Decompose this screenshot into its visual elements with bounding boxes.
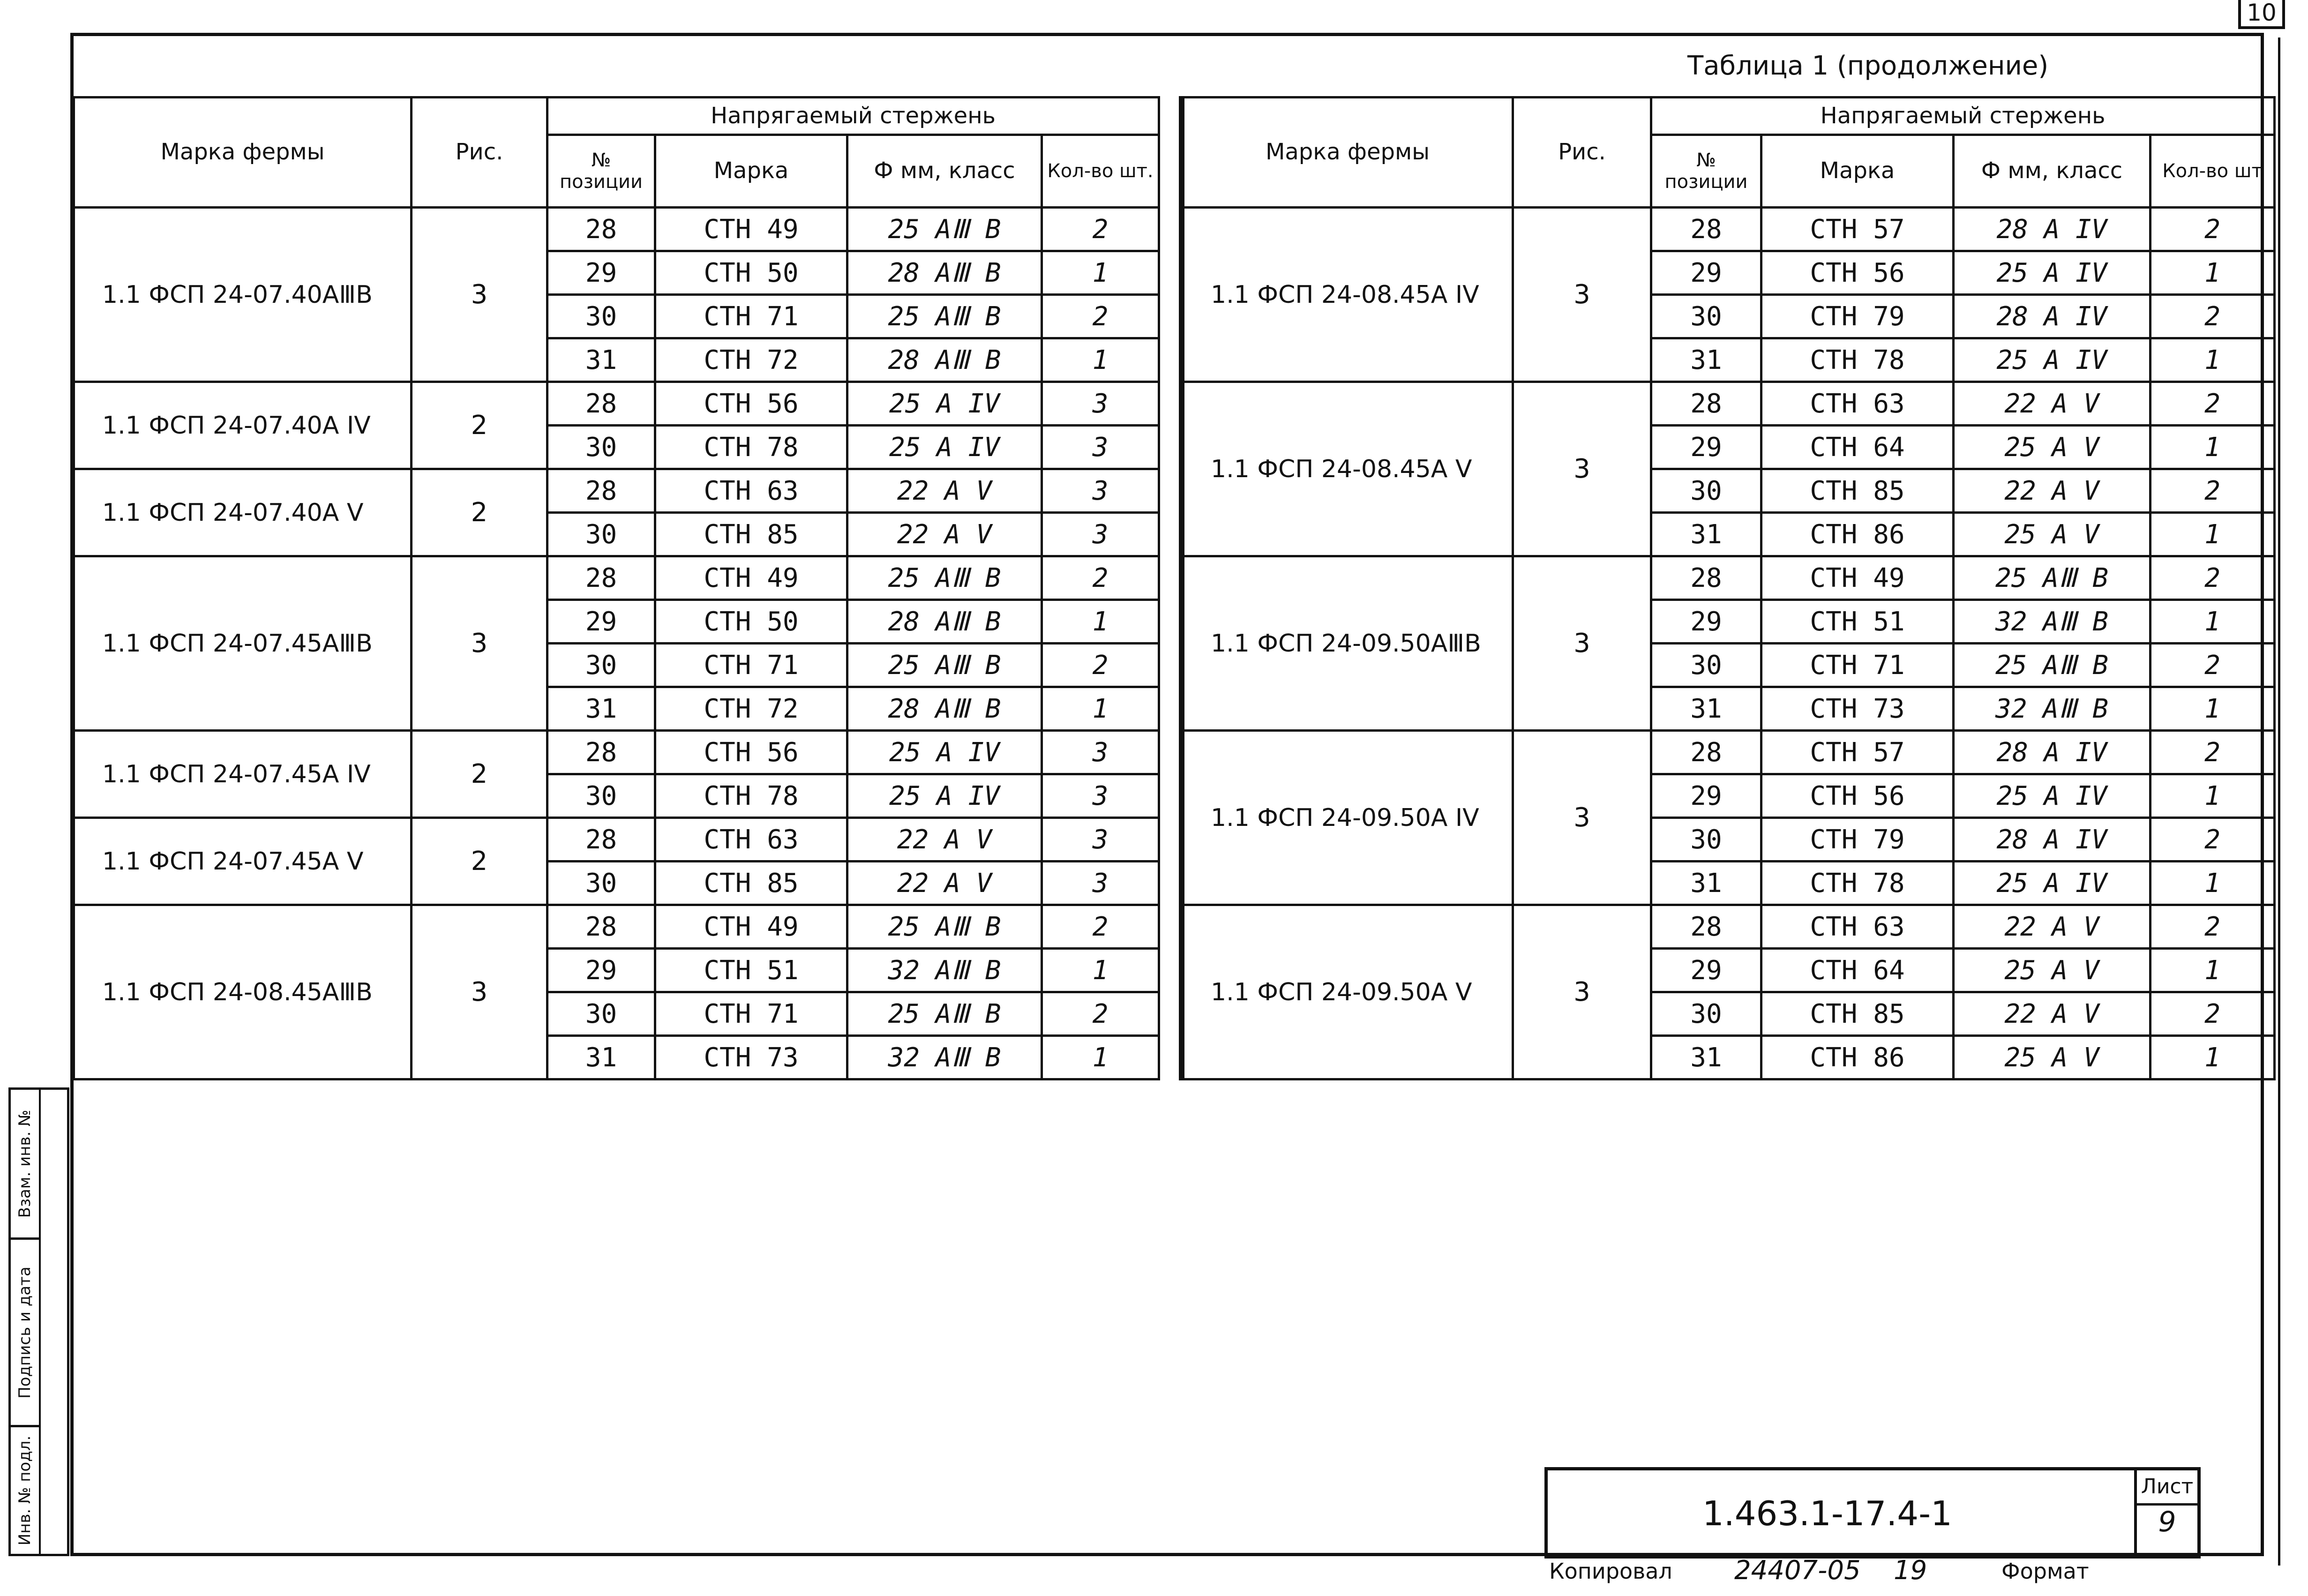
- table-row: [74, 905, 1159, 949]
- figure-cell: 3: [1513, 382, 1651, 556]
- side-label-replaced: Взам. инв. №: [15, 1109, 34, 1218]
- header-dia: Ф мм, класс: [1954, 135, 2151, 208]
- position-cell: 28: [1651, 731, 1761, 774]
- diameter-class-cell: 28 А IV: [1954, 295, 2151, 338]
- bar-mark-cell: СТН 72: [655, 687, 847, 731]
- diameter-class-cell: 22 А V: [1954, 469, 2151, 513]
- truss-mark-cell: 1.1 ФСП 24-07.40А V: [74, 469, 412, 556]
- bar-mark-cell: СТН 57: [1761, 731, 1954, 774]
- table-row: [1183, 208, 2275, 251]
- diameter-class-cell: 25 А V: [1954, 426, 2151, 469]
- header-mark: Марка фермы: [74, 97, 412, 208]
- bar-mark-cell: СТН 71: [1761, 644, 1954, 687]
- position-cell: 31: [1651, 687, 1761, 731]
- header-bar: Марка: [655, 135, 847, 208]
- bar-mark-cell: СТН 49: [655, 556, 847, 600]
- truss-mark-cell: 1.1 ФСП 24-09.50АⅢВ: [1183, 556, 1513, 731]
- diameter-class-cell: 32 АⅢ В: [847, 949, 1042, 992]
- bar-mark-cell: СТН 64: [1761, 949, 1954, 992]
- footer-format: Формат: [2001, 1559, 2089, 1584]
- quantity-cell: 1: [1042, 600, 1159, 644]
- table-row: [1183, 731, 2275, 774]
- sheet-box: [2134, 1470, 2197, 1555]
- diameter-class-cell: 25 АⅢ В: [847, 905, 1042, 949]
- position-cell: 30: [547, 992, 655, 1036]
- quantity-cell: 2: [2151, 731, 2275, 774]
- bar-mark-cell: СТН 63: [655, 818, 847, 862]
- quantity-cell: 3: [1042, 426, 1159, 469]
- diameter-class-cell: 25 АⅢ В: [847, 295, 1042, 338]
- bar-mark-cell: СТН 56: [655, 382, 847, 426]
- bar-mark-cell: СТН 85: [655, 513, 847, 556]
- diameter-class-cell: 25 А IV: [847, 774, 1042, 818]
- bar-mark-cell: СТН 78: [1761, 338, 1954, 382]
- diameter-class-cell: 28 А IV: [1954, 208, 2151, 251]
- sheet-label: Лист: [2137, 1470, 2197, 1506]
- position-cell: 30: [547, 862, 655, 905]
- bar-mark-cell: СТН 85: [655, 862, 847, 905]
- diameter-class-cell: 32 АⅢ В: [1954, 687, 2151, 731]
- diameter-class-cell: 28 А IV: [1954, 731, 2151, 774]
- truss-mark-cell: 1.1 ФСП 24-07.45АⅢВ: [74, 556, 412, 731]
- quantity-cell: 2: [1042, 208, 1159, 251]
- diameter-class-cell: 25 А IV: [1954, 774, 2151, 818]
- quantity-cell: 2: [1042, 556, 1159, 600]
- bar-mark-cell: СТН 50: [655, 251, 847, 295]
- header-pos: № позиции: [1651, 135, 1761, 208]
- figure-cell: 3: [1513, 208, 1651, 382]
- bar-mark-cell: СТН 63: [1761, 382, 1954, 426]
- position-cell: 28: [1651, 556, 1761, 600]
- quantity-cell: 1: [2151, 338, 2275, 382]
- side-label-original: Инв. № подл.: [15, 1435, 34, 1546]
- quantity-cell: 1: [1042, 1036, 1159, 1079]
- quantity-cell: 2: [2151, 818, 2275, 862]
- diameter-class-cell: 28 АⅢ В: [847, 687, 1042, 731]
- position-cell: 31: [1651, 513, 1761, 556]
- figure-cell: 3: [1513, 731, 1651, 905]
- quantity-cell: 1: [2151, 426, 2275, 469]
- diameter-class-cell: 25 АⅢ В: [847, 556, 1042, 600]
- figure-cell: 3: [1513, 556, 1651, 731]
- truss-mark-cell: 1.1 ФСП 24-08.45АⅢВ: [74, 905, 412, 1079]
- position-cell: 31: [1651, 338, 1761, 382]
- side-strip-divider: [39, 1090, 41, 1554]
- truss-mark-cell: 1.1 ФСП 24-09.50А IV: [1183, 731, 1513, 905]
- figure-cell: 2: [412, 382, 547, 469]
- quantity-cell: 2: [2151, 905, 2275, 949]
- quantity-cell: 3: [1042, 818, 1159, 862]
- bar-mark-cell: СТН 49: [1761, 556, 1954, 600]
- diameter-class-cell: 22 А V: [847, 818, 1042, 862]
- position-cell: 28: [547, 208, 655, 251]
- header-group: Напрягаемый стержень: [1651, 97, 2275, 135]
- diameter-class-cell: 22 А V: [1954, 382, 2151, 426]
- sheet-number: 9: [2158, 1506, 2176, 1538]
- position-cell: 29: [1651, 600, 1761, 644]
- footer-copied: Копировал: [1549, 1559, 1672, 1584]
- header-qty: Кол-во шт.: [1042, 135, 1159, 208]
- right-edge-line: [2278, 37, 2280, 1566]
- position-cell: 30: [1651, 295, 1761, 338]
- figure-cell: 2: [412, 469, 547, 556]
- quantity-cell: 3: [1042, 513, 1159, 556]
- quantity-cell: 2: [2151, 644, 2275, 687]
- diameter-class-cell: 25 А V: [1954, 949, 2151, 992]
- position-cell: 30: [547, 295, 655, 338]
- diameter-class-cell: 28 АⅢ В: [847, 251, 1042, 295]
- bar-mark-cell: СТН 85: [1761, 469, 1954, 513]
- bar-mark-cell: СТН 71: [655, 644, 847, 687]
- quantity-cell: 1: [2151, 513, 2275, 556]
- bar-mark-cell: СТН 50: [655, 600, 847, 644]
- diameter-class-cell: 22 А V: [1954, 905, 2151, 949]
- diameter-class-cell: 25 АⅢ В: [847, 208, 1042, 251]
- bar-mark-cell: СТН 49: [655, 208, 847, 251]
- diameter-class-cell: 22 А V: [847, 469, 1042, 513]
- position-cell: 29: [547, 251, 655, 295]
- quantity-cell: 1: [1042, 687, 1159, 731]
- position-cell: 28: [547, 818, 655, 862]
- bar-mark-cell: СТН 79: [1761, 818, 1954, 862]
- diameter-class-cell: 22 А V: [1954, 992, 2151, 1036]
- quantity-cell: 2: [2151, 556, 2275, 600]
- quantity-cell: 2: [2151, 382, 2275, 426]
- quantity-cell: 2: [1042, 905, 1159, 949]
- left-spec-table: [73, 96, 1160, 1080]
- side-label-signature: Подпись и дата: [15, 1266, 34, 1399]
- quantity-cell: 1: [1042, 251, 1159, 295]
- title-block: [1544, 1467, 2201, 1559]
- position-cell: 28: [547, 556, 655, 600]
- bar-mark-cell: СТН 56: [1761, 251, 1954, 295]
- table-caption: Таблица 1 (продолжение): [1687, 51, 2049, 81]
- bar-mark-cell: СТН 71: [655, 992, 847, 1036]
- bar-mark-cell: СТН 85: [1761, 992, 1954, 1036]
- quantity-cell: 2: [2151, 208, 2275, 251]
- position-cell: 29: [1651, 426, 1761, 469]
- quantity-cell: 3: [1042, 774, 1159, 818]
- bar-mark-cell: СТН 78: [655, 774, 847, 818]
- figure-cell: 3: [412, 208, 547, 382]
- bar-mark-cell: СТН 86: [1761, 1036, 1954, 1079]
- table-row: [74, 818, 1159, 862]
- figure-cell: 2: [412, 731, 547, 818]
- diameter-class-cell: 28 А IV: [1954, 818, 2151, 862]
- diameter-class-cell: 25 АⅢ В: [847, 992, 1042, 1036]
- position-cell: 28: [1651, 382, 1761, 426]
- position-cell: 31: [547, 687, 655, 731]
- position-cell: 31: [547, 338, 655, 382]
- quantity-cell: 1: [2151, 1036, 2275, 1079]
- position-cell: 29: [1651, 774, 1761, 818]
- diameter-class-cell: 25 АⅢ В: [847, 644, 1042, 687]
- bar-mark-cell: СТН 51: [1761, 600, 1954, 644]
- position-cell: 29: [1651, 251, 1761, 295]
- header-dia: Ф мм, класс: [847, 135, 1042, 208]
- position-cell: 30: [547, 513, 655, 556]
- diameter-class-cell: 28 АⅢ В: [847, 600, 1042, 644]
- table-row: [74, 731, 1159, 774]
- quantity-cell: 2: [1042, 295, 1159, 338]
- diameter-class-cell: 25 АⅢ В: [1954, 644, 2151, 687]
- diameter-class-cell: 22 А V: [847, 862, 1042, 905]
- bar-mark-cell: СТН 71: [655, 295, 847, 338]
- side-stamp-strip: [8, 1087, 69, 1556]
- corner-number: 10: [2238, 0, 2285, 29]
- figure-cell: 3: [412, 905, 547, 1079]
- truss-mark-cell: 1.1 ФСП 24-07.45А V: [74, 818, 412, 905]
- diameter-class-cell: 28 АⅢ В: [847, 338, 1042, 382]
- position-cell: 28: [547, 905, 655, 949]
- position-cell: 30: [1651, 818, 1761, 862]
- quantity-cell: 1: [2151, 774, 2275, 818]
- position-cell: 28: [1651, 208, 1761, 251]
- position-cell: 31: [547, 1036, 655, 1079]
- header-qty: Кол-во шт: [2151, 135, 2275, 208]
- bar-mark-cell: СТН 86: [1761, 513, 1954, 556]
- diameter-class-cell: 25 А IV: [847, 731, 1042, 774]
- figure-cell: 2: [412, 818, 547, 905]
- diameter-class-cell: 25 А V: [1954, 513, 2151, 556]
- diameter-class-cell: 25 А IV: [1954, 862, 2151, 905]
- bar-mark-cell: СТН 78: [655, 426, 847, 469]
- quantity-cell: 3: [1042, 382, 1159, 426]
- side-label-cell: [11, 1240, 39, 1427]
- document-code: 1.463.1-17.4-1: [1702, 1494, 1952, 1533]
- position-cell: 28: [547, 382, 655, 426]
- diameter-class-cell: 25 А IV: [847, 382, 1042, 426]
- diameter-class-cell: 25 А V: [1954, 1036, 2151, 1079]
- side-label-cell: [11, 1427, 39, 1554]
- quantity-cell: 1: [2151, 251, 2275, 295]
- position-cell: 28: [1651, 905, 1761, 949]
- bar-mark-cell: СТН 72: [655, 338, 847, 382]
- diameter-class-cell: 32 АⅢ В: [1954, 600, 2151, 644]
- bar-mark-cell: СТН 73: [1761, 687, 1954, 731]
- table-row: [1183, 905, 2275, 949]
- header-fig: Рис.: [412, 97, 547, 208]
- quantity-cell: 1: [1042, 949, 1159, 992]
- quantity-cell: 1: [2151, 862, 2275, 905]
- bar-mark-cell: СТН 56: [655, 731, 847, 774]
- table-row: [74, 556, 1159, 600]
- bar-mark-cell: СТН 78: [1761, 862, 1954, 905]
- quantity-cell: 3: [1042, 862, 1159, 905]
- diameter-class-cell: 25 АⅢ В: [1954, 556, 2151, 600]
- bar-mark-cell: СТН 56: [1761, 774, 1954, 818]
- bar-mark-cell: СТН 63: [655, 469, 847, 513]
- quantity-cell: 1: [1042, 338, 1159, 382]
- header-group: Напрягаемый стержень: [547, 97, 1159, 135]
- position-cell: 30: [547, 774, 655, 818]
- figure-cell: 3: [1513, 905, 1651, 1079]
- truss-mark-cell: 1.1 ФСП 24-07.45А IV: [74, 731, 412, 818]
- bar-mark-cell: СТН 51: [655, 949, 847, 992]
- diameter-class-cell: 25 А IV: [1954, 338, 2151, 382]
- quantity-cell: 1: [2151, 600, 2275, 644]
- position-cell: 29: [1651, 949, 1761, 992]
- quantity-cell: 2: [2151, 992, 2275, 1036]
- position-cell: 30: [1651, 644, 1761, 687]
- diameter-class-cell: 25 А IV: [1954, 251, 2151, 295]
- header-bar: Марка: [1761, 135, 1954, 208]
- quantity-cell: 2: [2151, 469, 2275, 513]
- position-cell: 30: [547, 644, 655, 687]
- quantity-cell: 2: [1042, 644, 1159, 687]
- truss-mark-cell: 1.1 ФСП 24-08.45А IV: [1183, 208, 1513, 382]
- bar-mark-cell: СТН 49: [655, 905, 847, 949]
- bar-mark-cell: СТН 57: [1761, 208, 1954, 251]
- position-cell: 30: [1651, 992, 1761, 1036]
- footer-order: 24407-05: [1734, 1555, 1861, 1586]
- position-cell: 31: [1651, 1036, 1761, 1079]
- bar-mark-cell: СТН 63: [1761, 905, 1954, 949]
- position-cell: 30: [1651, 469, 1761, 513]
- table-row: [74, 208, 1159, 251]
- bar-mark-cell: СТН 73: [655, 1036, 847, 1079]
- quantity-cell: 1: [2151, 949, 2275, 992]
- header-fig: Рис.: [1513, 97, 1651, 208]
- position-cell: 29: [547, 600, 655, 644]
- quantity-cell: 2: [2151, 295, 2275, 338]
- truss-mark-cell: 1.1 ФСП 24-07.40АⅢВ: [74, 208, 412, 382]
- position-cell: 29: [547, 949, 655, 992]
- table-row: [1183, 382, 2275, 426]
- diameter-class-cell: 32 АⅢ В: [847, 1036, 1042, 1079]
- table-row: [74, 382, 1159, 426]
- right-spec-table: [1181, 96, 2276, 1080]
- header-mark: Марка фермы: [1183, 97, 1513, 208]
- table-row: [74, 469, 1159, 513]
- truss-mark-cell: 1.1 ФСП 24-08.45А V: [1183, 382, 1513, 556]
- position-cell: 28: [547, 731, 655, 774]
- position-cell: 28: [547, 469, 655, 513]
- truss-mark-cell: 1.1 ФСП 24-09.50А V: [1183, 905, 1513, 1079]
- bar-mark-cell: СТН 79: [1761, 295, 1954, 338]
- diameter-class-cell: 22 А V: [847, 513, 1042, 556]
- bar-mark-cell: СТН 64: [1761, 426, 1954, 469]
- quantity-cell: 3: [1042, 469, 1159, 513]
- diameter-class-cell: 25 А IV: [847, 426, 1042, 469]
- position-cell: 31: [1651, 862, 1761, 905]
- truss-mark-cell: 1.1 ФСП 24-07.40А IV: [74, 382, 412, 469]
- position-cell: 30: [547, 426, 655, 469]
- figure-cell: 3: [412, 556, 547, 731]
- table-row: [1183, 556, 2275, 600]
- header-pos: № позиции: [547, 135, 655, 208]
- quantity-cell: 1: [2151, 687, 2275, 731]
- footer-order-number: 19: [1894, 1555, 1927, 1586]
- quantity-cell: 2: [1042, 992, 1159, 1036]
- quantity-cell: 3: [1042, 731, 1159, 774]
- side-label-cell: [11, 1090, 39, 1240]
